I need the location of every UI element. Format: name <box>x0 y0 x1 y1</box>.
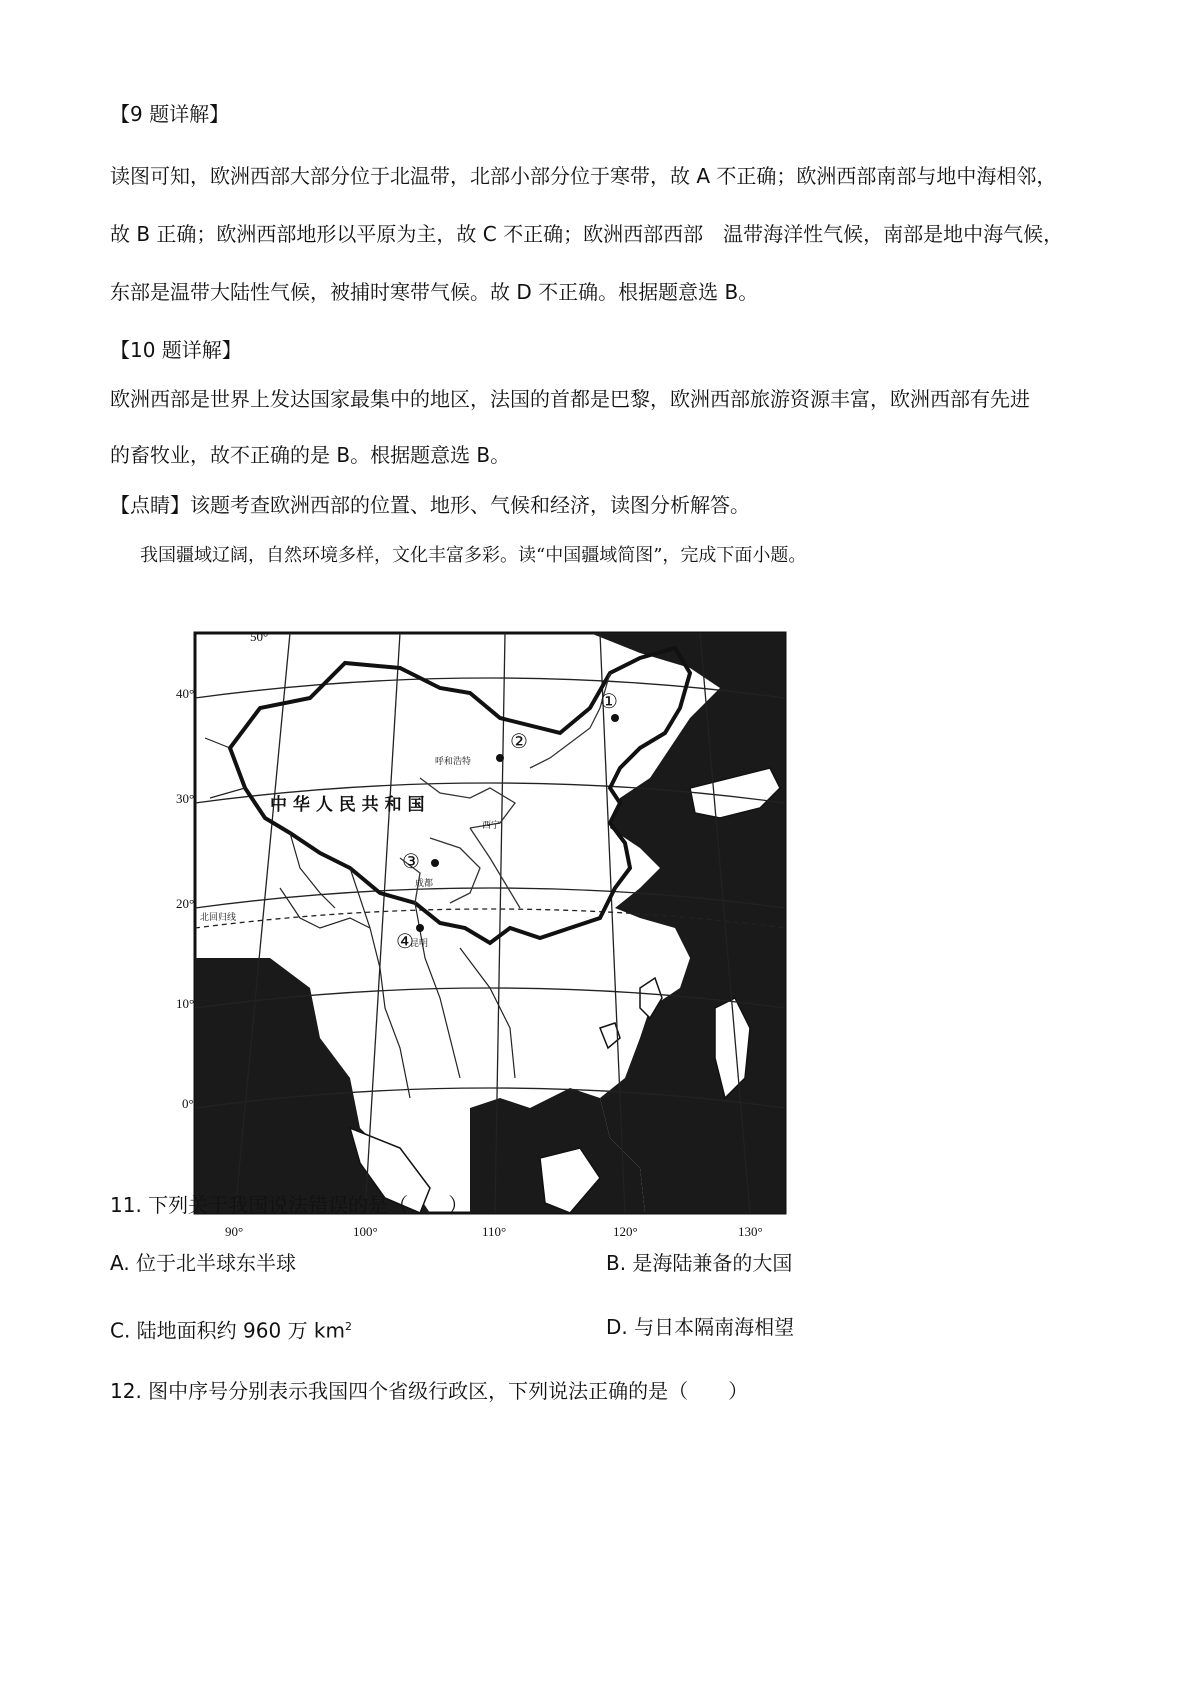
city-dot-3 <box>431 859 439 867</box>
lat-label-30: 30° <box>176 791 195 806</box>
lon-label-120: 120° <box>613 1224 638 1239</box>
lat-label-40: 40° <box>176 686 195 701</box>
marker-3: ③ <box>402 849 420 873</box>
city-dot-2 <box>496 754 504 762</box>
longitude-labels <box>225 1224 763 1239</box>
q12-stem: 12. 图中序号分别表示我国四个省级行政区，下列说法正确的是（ ） <box>110 1379 749 1403</box>
city-label-xining: 西宁 <box>482 821 501 831</box>
q11-option-a[interactable]: A. 位于北半球东半球 <box>110 1251 297 1275</box>
city-label-kunming: 昆明 <box>410 939 429 949</box>
city-dot-1 <box>611 714 619 722</box>
marker-4: ④ <box>396 929 414 953</box>
q10-line-2: 的畜牧业，故不正确的是 B。根据题意选 B。 <box>110 443 511 467</box>
marker-1: ① <box>600 689 618 713</box>
intro-text: 我国疆域辽阔，自然环境多样，文化丰富多彩。读“中国疆域简图”，完成下面小题。 <box>140 545 807 566</box>
q11-option-d[interactable]: D. 与日本隔南海相望 <box>606 1315 795 1339</box>
china-territory-map <box>170 628 820 1278</box>
lat-label-20: 20° <box>176 896 195 911</box>
q9-heading: 【9 题详解】 <box>110 102 230 126</box>
q10-line-1: 欧洲西部是世界上发达国家最集中的地区，法国的首都是巴黎，欧洲西部旅游资源丰富，欧洲西部有先进 <box>110 387 1030 411</box>
marker-2: ② <box>510 729 528 753</box>
q9-line-1: 读图可知，欧洲西部大部分位于北温带，北部小部分位于寒带，故 A 不正确；欧洲西部南部与地中海相邻， <box>110 164 1057 188</box>
q11-option-b[interactable]: B. 是海陆兼备的大国 <box>606 1251 793 1275</box>
lat-label-10: 10° <box>176 996 195 1011</box>
q9-line-2: 故 B 正确；欧洲西部地形以平原为主，故 C 不正确；欧洲西部西部 温带海洋性气候，南部是地中海气候， <box>110 222 1064 246</box>
country-label: 中 华 人 民 共 和 国 <box>270 795 425 815</box>
q11-option-c[interactable] <box>110 1314 352 1344</box>
tropic-label: 北回归线 <box>200 913 237 923</box>
q11-option-c-text: C. 陆地面积约 960 万 km <box>110 1318 345 1343</box>
q11-option-c-sup: 2 <box>345 1320 352 1333</box>
city-label-hohhot: 呼和浩特 <box>435 757 472 767</box>
comment-label: 【点睛】 <box>110 493 190 517</box>
lat-label-50: 50° <box>250 629 269 644</box>
q9-line-3: 东部是温带大陆性气候，被捕时寒带气候。故 D 不正确。根据题意选 B。 <box>110 280 759 304</box>
lat-label-0: 0° <box>182 1096 194 1111</box>
city-dot-4 <box>416 924 424 932</box>
comment <box>110 492 750 518</box>
lon-label-110: 110° <box>482 1224 507 1239</box>
lon-label-130: 130° <box>738 1224 763 1239</box>
city-label-chengdu: 成都 <box>415 879 434 889</box>
lon-label-100: 100° <box>353 1224 378 1239</box>
lon-label-90: 90° <box>225 1224 244 1239</box>
q11-stem: 11. 下列关于我国说法错误的是（ ） <box>110 1193 469 1217</box>
q10-heading: 【10 题详解】 <box>110 338 242 362</box>
comment-text: 该题考查欧洲西部的位置、地形、气候和经济，读图分析解答。 <box>190 493 750 517</box>
